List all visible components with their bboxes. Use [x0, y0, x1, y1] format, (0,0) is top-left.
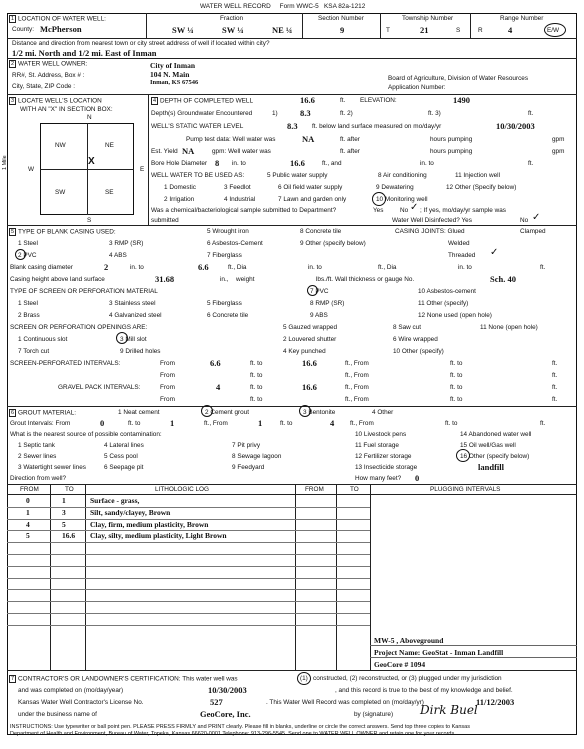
- gpi-to: 16.6: [302, 382, 317, 392]
- grout-to: 1: [170, 418, 175, 428]
- gpi-label: GRAVEL PACK INTERVALS:: [58, 384, 141, 391]
- owner-heading: 2 WATER WELL OWNER:: [10, 60, 88, 68]
- range-value: 4: [508, 25, 513, 35]
- township-label: Township Number: [402, 15, 454, 22]
- fraction-label: Fraction: [220, 15, 244, 22]
- grout-from-2: 1: [258, 418, 263, 428]
- signature: Dirk Buel: [420, 703, 478, 717]
- county-label: County:: [12, 26, 35, 33]
- pump-label: Pump test data: Well water was: [186, 136, 276, 143]
- log-note-3: GeoCore # 1094: [374, 660, 426, 669]
- openings-label: SCREEN OR PERFORATION OPENINGS ARE:: [10, 324, 148, 331]
- distance-value: 1/2 mi. North and 1/2 mi. East of Inman: [12, 48, 157, 58]
- direction-label: Direction from well?: [10, 475, 67, 482]
- height-value: 31.68: [155, 274, 175, 284]
- quad-se: SE: [105, 189, 114, 196]
- log-header-to-2: TO: [350, 486, 359, 493]
- contam-label: What is the nearest source of possible contamination:: [10, 431, 162, 438]
- gw-1: 8.3: [300, 108, 311, 118]
- other-contam-circle: [456, 449, 470, 462]
- pump-value: NA: [302, 134, 315, 144]
- locate-heading: 3 LOCATE WELL'S LOCATION: [10, 97, 102, 105]
- log-row-desc: Clay, firm, medium plasticity, Brown: [90, 519, 209, 529]
- county-value: McPherson: [40, 24, 82, 34]
- feet-value: 0: [415, 473, 420, 483]
- city-label: City, State, ZIP Code :: [12, 83, 75, 90]
- quad-nw: NW: [55, 142, 66, 149]
- grout-to-2: 4: [330, 418, 335, 428]
- log-row-to: 3: [62, 507, 66, 517]
- well-x-mark: X: [88, 156, 95, 167]
- fraction-2: SW ¼: [222, 25, 244, 35]
- log-row-line: [7, 589, 370, 590]
- log-row-line: [7, 578, 370, 579]
- yield-label: Est. Yield: [151, 148, 178, 155]
- static-suffix: ft. below land surface measured on mo/day/yr: [312, 123, 442, 130]
- log-row-from: 5: [26, 531, 30, 541]
- instructions-1: INSTRUCTIONS: Use typewriter or ball point pen. PLEASE PRESS FIRMLY and PRINT clearly. Please fill in blanks, underline or circle the correct answers. Send top three copies to Kansas: [10, 724, 470, 730]
- static-label: WELL'S STATIC WATER LEVEL: [151, 123, 244, 130]
- log-row-from: 1: [26, 507, 30, 517]
- bentonite-circle: [299, 405, 311, 417]
- owner-address: 104 N. Main: [150, 70, 190, 79]
- grout-from: 0: [100, 418, 105, 428]
- log-row-desc: Surface - grass,: [90, 496, 140, 505]
- owner-city: Inman, KS 67546: [150, 79, 199, 86]
- mile-label: 1 Mile: [2, 155, 8, 170]
- business-value: GeoCore, Inc.: [200, 709, 251, 719]
- screen-pvc-circle: [307, 285, 318, 296]
- spi-to: 16.6: [302, 358, 317, 368]
- log-row-line: [7, 554, 370, 555]
- location-heading: 1 LOCATION OF WATER WELL:: [10, 15, 106, 23]
- form-title: WATER WELL RECORD Form WWC-5 KSA 82a-1212: [200, 3, 366, 10]
- grout-heading: 6 GROUT MATERIAL:: [10, 409, 76, 417]
- license-label: Kansas Water Well Contractor's License No.: [18, 699, 144, 706]
- fraction-1: SW ¼: [172, 25, 194, 35]
- log-header-from: FROM: [20, 486, 39, 493]
- log-header-from-2: FROM: [305, 486, 324, 493]
- instructions-2: Department of Health and Environment, Bureau of Water, Topeka, Kansas 66620-0001 Telephone: 913-296-5545. Send one to WATER WELL OWNER and retain one for your records.: [10, 731, 456, 737]
- casing-heading: 5 TYPE OF BLANK CASING USED:: [10, 228, 116, 236]
- gpi-from: 4: [216, 382, 221, 392]
- log-note-1: MW-5 , Aboveground: [374, 636, 444, 645]
- log-row-from: 0: [26, 496, 30, 505]
- log-row-line: [7, 542, 370, 543]
- section-number-value: 9: [340, 25, 345, 35]
- log-header-to: TO: [65, 486, 74, 493]
- compass-n: N: [87, 114, 92, 121]
- township-value: 21: [420, 25, 429, 35]
- log-row-line: [7, 566, 370, 567]
- spi-from: 6.6: [210, 358, 221, 368]
- spi-label: SCREEN-PERFORATED INTERVALS:: [10, 360, 121, 367]
- license-value: 527: [210, 697, 223, 707]
- diam-to: 6.6: [198, 262, 209, 272]
- yield-value: NA: [182, 146, 195, 156]
- range-label: Range Number: [500, 15, 544, 22]
- static-date: 10/30/2003: [496, 121, 535, 131]
- chem-label: Was a chemical/bacteriological sample submitted to Department?: [151, 207, 337, 214]
- app-number-label: Application Number:: [388, 84, 446, 91]
- log-row-to: 1: [62, 496, 66, 505]
- screen-label: TYPE OF SCREEN OR PERFORATION MATERIAL: [10, 288, 158, 295]
- log-row-from: 4: [26, 519, 30, 529]
- depth-value: 16.6: [300, 95, 315, 105]
- log-row-desc: Clay, silty, medium plasticity, Light Brown: [90, 531, 227, 541]
- elevation-value: 1490: [453, 95, 470, 105]
- bore-to: 16.6: [290, 158, 305, 168]
- casing-pvc-circle: [15, 249, 26, 260]
- owner-name: City of Inman: [150, 61, 196, 70]
- business-label: under the business name of: [18, 711, 97, 718]
- log-row-to: 16.6: [62, 531, 76, 541]
- log-header-lith: LITHOLOGIC LOG: [155, 486, 209, 493]
- static-value: 8.3: [287, 121, 298, 131]
- compass-e: E: [140, 166, 145, 173]
- range-prefix: R: [478, 27, 483, 34]
- locate-subheading: WITH AN "X" IN SECTION BOX:: [20, 106, 113, 113]
- township-dir: S: [456, 27, 461, 34]
- compass-w: W: [28, 166, 35, 173]
- feet-label: How many feet?: [355, 475, 402, 482]
- fraction-3: NE ¼: [272, 25, 293, 35]
- depth-label: 4 DEPTH OF COMPLETED WELL: [152, 97, 254, 105]
- chem-no-check: ✓: [410, 202, 419, 213]
- bore-value: 8: [215, 158, 220, 168]
- log-row-desc: Silt, sandy/clayey, Brown: [90, 507, 171, 517]
- log-header-plugging: PLUGGING INTERVALS: [430, 486, 501, 493]
- log-row-line: [7, 625, 370, 626]
- board-label: Board of Agriculture, Division of Water Resources: [388, 75, 529, 82]
- height-label: Casing height above land surface: [10, 276, 105, 283]
- elevation-label: ELEVATION:: [360, 97, 397, 104]
- address-label: RR#, St. Address, Box # :: [12, 72, 85, 79]
- township-prefix: T: [386, 27, 390, 34]
- disinfected-no-check: ✓: [532, 212, 541, 223]
- bore-label: Bore Hole Diameter: [151, 160, 208, 167]
- log-note-2: Project Name: GeoStat - Inman Landfill: [374, 648, 504, 657]
- gw-label: Depth(s) Groundwater Encountered: [151, 110, 253, 117]
- threaded-check: ✓: [490, 247, 499, 258]
- use-10-circle: [372, 192, 386, 206]
- diam-value: 2: [104, 262, 109, 272]
- quad-ne: NE: [105, 142, 114, 149]
- cement-grout-circle: [201, 405, 213, 417]
- quad-sw: SW: [55, 189, 66, 196]
- disinfected-label: Water Well Disinfected? Yes: [392, 217, 472, 224]
- diam-label: Blank casing diameter: [10, 264, 73, 271]
- log-row-line: [7, 601, 370, 602]
- range-dir-circle: [544, 23, 566, 37]
- gauge-value: Sch. 40: [490, 274, 516, 284]
- cert-line-1: 7 CONTRACTOR'S OR LANDOWNER'S CERTIFICATION: This water well was: [10, 675, 238, 683]
- completed-date: 10/30/2003: [208, 685, 247, 695]
- log-row-line: [7, 613, 370, 614]
- compass-s: S: [87, 217, 92, 224]
- mill-slot-circle: [116, 332, 128, 344]
- grout-intervals-label: Grout Intervals: From: [10, 420, 71, 427]
- depth-ft: ft.: [340, 97, 346, 104]
- other-contam-value: landfill: [478, 462, 504, 472]
- distance-label: Distance and direction from nearest town or city street address of well if located within city?: [12, 40, 270, 47]
- log-row-to: 5: [62, 519, 66, 529]
- section-number-label: Section Number: [318, 15, 364, 22]
- use-label: WELL WATER TO BE USED AS:: [151, 172, 245, 179]
- record-date: 11/12/2003: [476, 697, 515, 707]
- joints-label: CASING JOINTS: Glued: [395, 228, 465, 235]
- range-dir: E/W: [547, 27, 560, 34]
